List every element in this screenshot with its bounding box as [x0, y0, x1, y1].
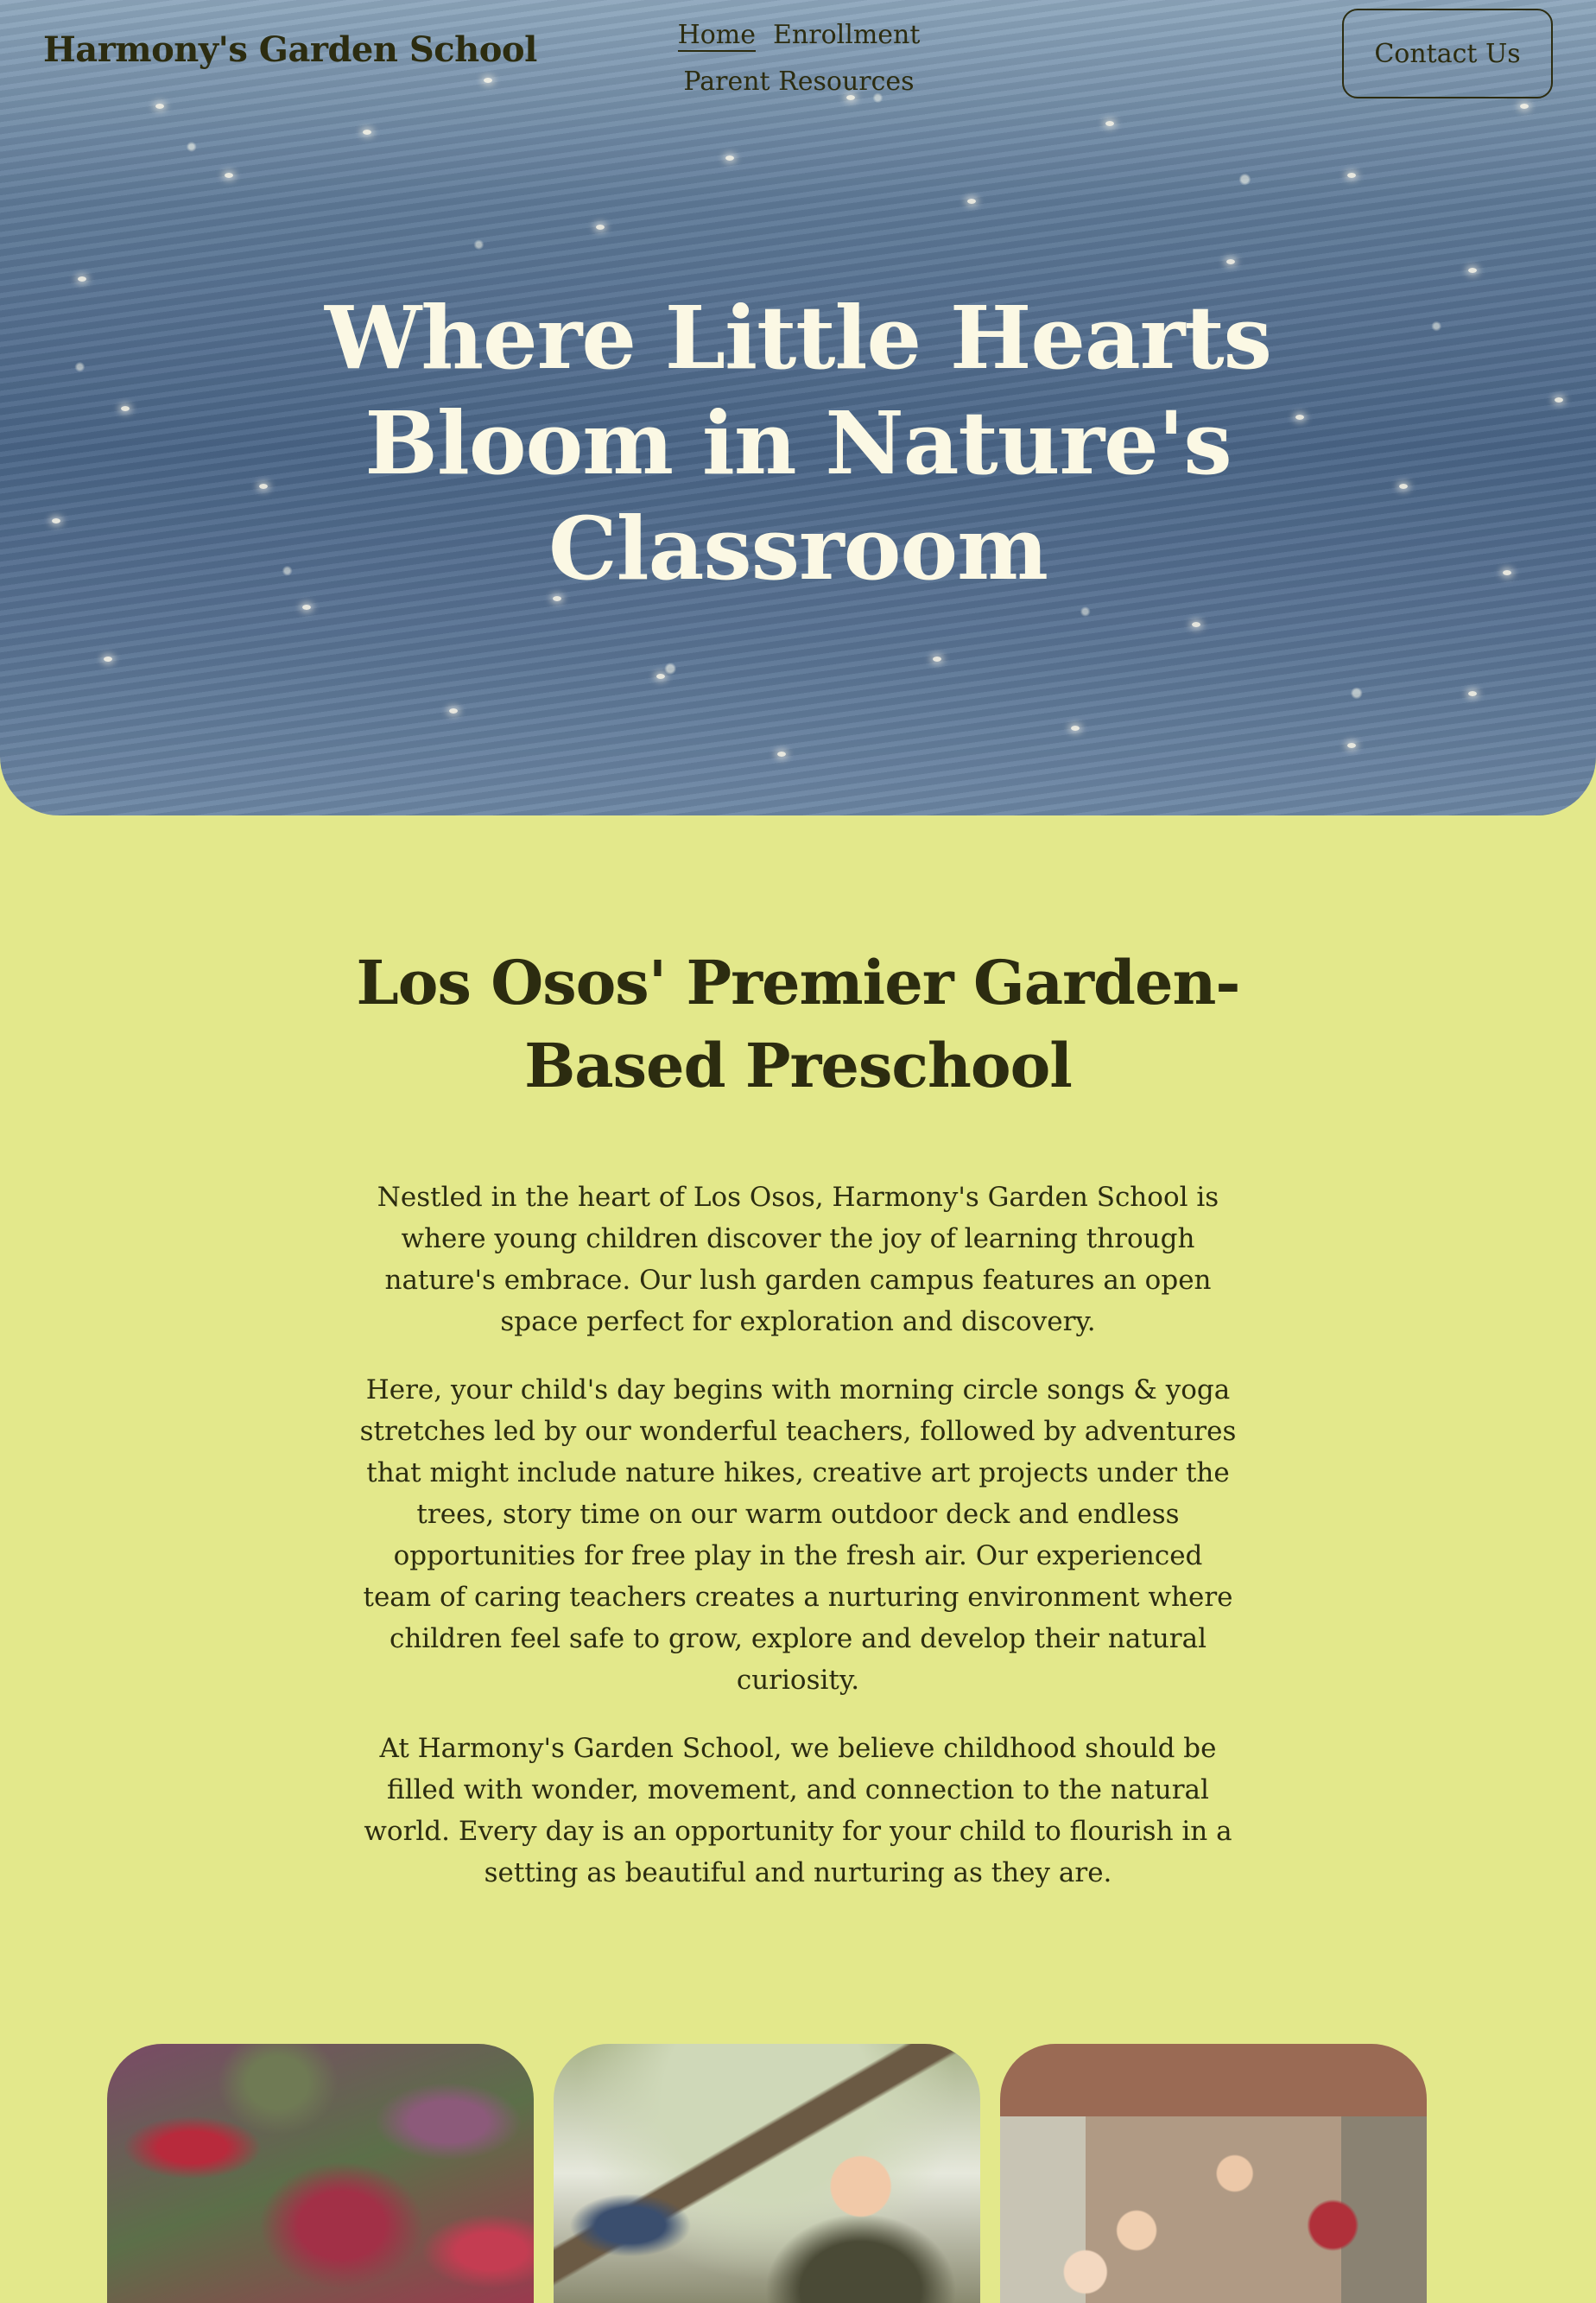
nav-parent-resources[interactable]: Parent Resources [683, 67, 915, 97]
intro-body [358, 1177, 1238, 1920]
garden-leaves-photo [107, 2044, 534, 2303]
main-nav [665, 12, 933, 105]
intro-title: Los Osos' Premier Garden-Based Preschool [356, 947, 1240, 1101]
nav-enrollment[interactable]: Enrollment [773, 20, 921, 50]
hero-banner [0, 0, 1596, 815]
contact-us-button[interactable]: Contact Us [1342, 9, 1553, 98]
child-in-tree-photo [554, 2044, 980, 2303]
intro-paragraph: Here, your child's day begins with morning circle songs & yoga stretches led by our wonderful teachers, followed by adventures that might include nature hikes, creative art projects under the trees, story time on our warm outdoor deck and endless opportunities for free play in the fresh air. Our experienced team of caring teachers creates a nurturing environment where children feel safe to grow, explore and develop their natural curiosity. [359, 1374, 1237, 1696]
nav-home[interactable]: Home [677, 20, 757, 50]
intro-paragraph: Nestled in the heart of Los Osos, Harmony's Garden School is where young children discover the joy of learning through nature's embrace. Our lush garden campus features an open space perfect for exploration and discovery. [377, 1182, 1219, 1337]
classroom-circle-photo [1000, 2044, 1427, 2303]
hero-title: Where Little Hearts Bloom in Nature's Classroom [325, 287, 1271, 600]
intro-paragraph: At Harmony's Garden School, we believe childhood should be filled with wonder, movement, and connection to the natural world. Every day is an opportunity for your child to flourish in a setting as beautiful and nurturing as they are. [364, 1733, 1232, 1888]
site-logo[interactable]: Harmony's Garden School [43, 29, 537, 70]
